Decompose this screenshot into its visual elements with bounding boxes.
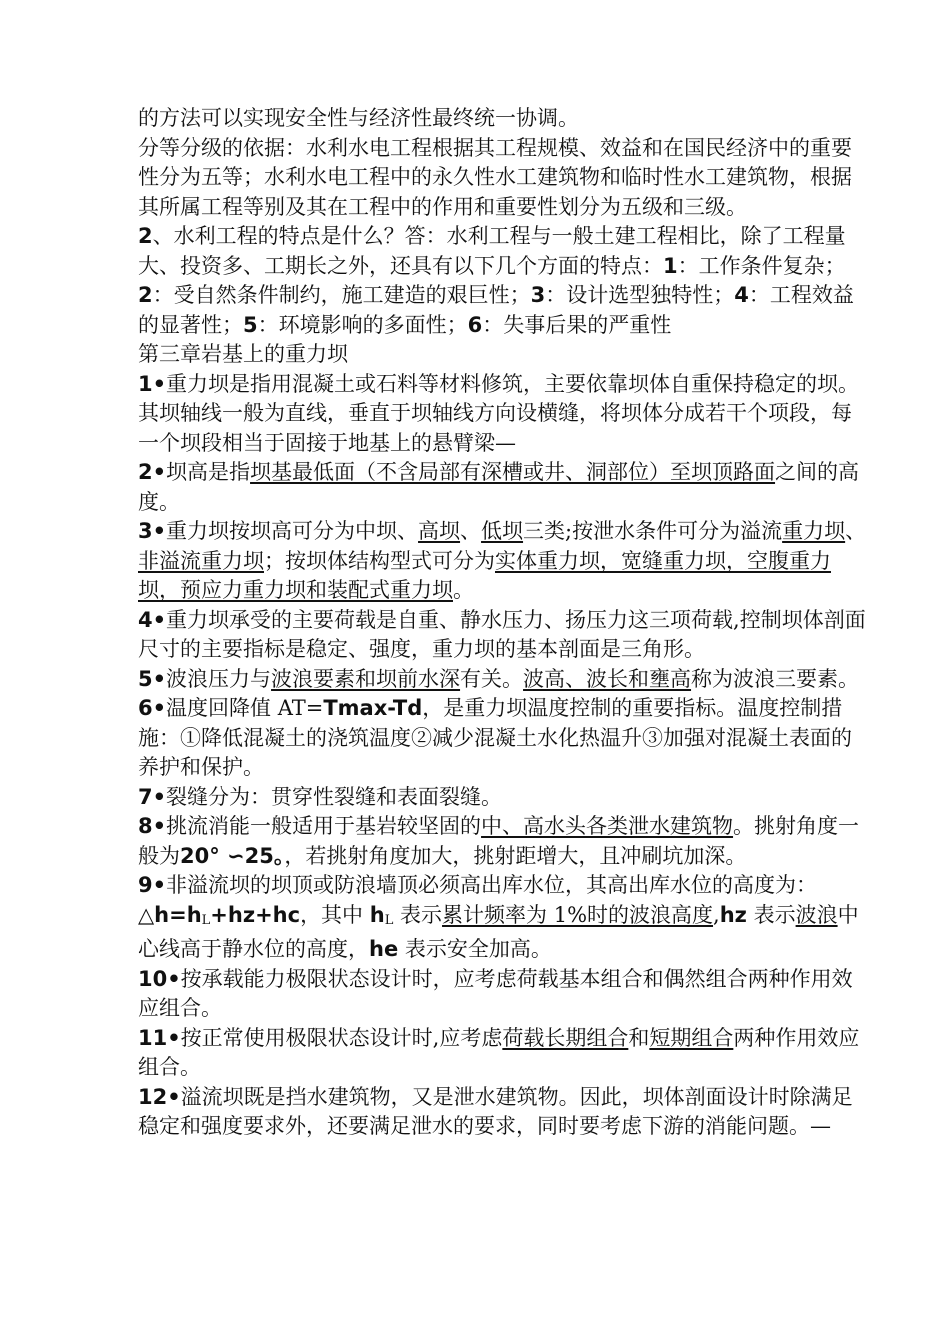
underlined-text: 坝基最低面（不含局部有深槽或井、洞部位）至坝顶路面 [250, 460, 776, 484]
underlined-text: 累计频率为 1%时的波浪高度 [442, 902, 714, 927]
text-segment: 波浪压力与 [166, 666, 272, 691]
text-segment: ，若挑射角度加大，挑射距增大，且冲刷坑加深。 [284, 843, 747, 868]
text-segment: 4• [138, 607, 167, 632]
text-segment: 有关。 [460, 666, 524, 691]
paragraph [138, 694, 868, 783]
paragraph [138, 104, 868, 134]
text-segment: ，其中 [300, 902, 370, 927]
paragraph [138, 222, 868, 340]
text-segment: 1 [663, 253, 678, 278]
text-segment: 三类;按泄水条件可分为溢流 [523, 519, 783, 543]
text-segment: 称为波浪三要素。 [691, 666, 860, 691]
text-segment: ：受自然条件制约，施工建造的艰巨性； [152, 283, 531, 307]
text-segment: 。挑射角度一般为 [138, 814, 860, 868]
underlined-text: 荷载长期组合 [502, 1025, 629, 1050]
underlined-text: 波高、波长和壅高 [523, 666, 692, 691]
paragraph [138, 665, 868, 695]
underlined-text: 波浪 [795, 902, 838, 927]
paragraph [138, 1083, 868, 1142]
text-segment: 3 [530, 283, 546, 307]
underlined-text: 短期组合 [649, 1025, 734, 1050]
text-segment: 重力坝承受的主要荷载是自重、静水压力、扬压力这三项荷载,控制坝体剖面尺寸的主要指标是稳定、强度，重力坝的基本剖面是三角形。 [138, 607, 866, 661]
text-segment: 两种作用效应组合。 [138, 1025, 860, 1079]
text-segment: 表示 [746, 902, 796, 927]
text-segment: 、 [845, 519, 867, 543]
text-segment: 之间的高度。 [138, 460, 860, 514]
text-segment: h=h [154, 902, 202, 927]
text-segment: 和 [628, 1025, 650, 1050]
paragraph [138, 340, 868, 370]
text-segment: ：环境影响的多面性； [257, 312, 468, 337]
text-segment: 中心线高于静水位的高度， [138, 902, 859, 961]
text-segment: 7• [138, 784, 167, 809]
paragraph [138, 812, 868, 871]
underlined-text: 波浪要素和坝前水深 [271, 666, 461, 691]
text-segment: Tmax-Td [323, 696, 423, 720]
text-segment: L [201, 912, 211, 928]
underlined-text: 实体重力坝，宽缝重力坝，空腹重力坝，预应力重力坝和装配式重力坝 [138, 548, 831, 602]
text-segment: 非溢流坝的坝顶或防浪墙顶必须高出库水位，其高出库水位的高度为：△ [138, 873, 818, 927]
text-segment: 溢流坝既是挡水建筑物，又是泄水建筑物。因此，坝体剖面设计时除满足稳定和强度要求外，还要满足泄水的要求，同时要考虑下游的消能问题。— [138, 1084, 853, 1138]
text-segment: 按正常使用极限状态设计时,应考虑 [180, 1025, 503, 1050]
paragraph [138, 1024, 868, 1083]
paragraph [138, 965, 868, 1024]
text-segment: 6 [467, 312, 483, 337]
text-segment: 10• [138, 966, 181, 991]
document-page [138, 104, 868, 1142]
text-segment: 表示 [393, 902, 443, 927]
paragraph [138, 606, 868, 665]
text-segment: 挑流消能一般适用于基岩较坚固的 [166, 814, 482, 838]
text-segment: 分等分级的依据：水利水电工程根据其工程规模、效益和在国民经济中的重要性分为五等；水利水电工程中的永久性水工建筑物和临时性水工建筑物，根据其所属工程等别及其在工程中的作用和重要性划分为五级和三级。 [138, 135, 852, 219]
text-segment: 裂缝分为：贯穿性裂缝和表面裂缝。 [166, 784, 503, 809]
text-segment: 20° ∽25。 [180, 843, 285, 868]
text-segment: 按承载能力极限状态设计时，应考虑荷载基本组合和偶然组合两种作用效应组合。 [138, 966, 853, 1020]
paragraph [138, 134, 868, 223]
text-segment: ；按坝体结构型式可分为 [264, 548, 495, 573]
text-segment: , [713, 902, 720, 927]
paragraph [138, 783, 868, 813]
text-segment: 3• [138, 519, 167, 543]
text-segment: 表示安全加高。 [398, 937, 552, 961]
text-segment: 第三章岩基上的重力坝 [138, 342, 348, 366]
paragraph [138, 458, 868, 517]
text-segment: ：工作条件复杂； [677, 253, 846, 278]
text-segment: L [384, 912, 394, 928]
paragraph [138, 871, 868, 965]
text-segment: 坝高是指 [166, 460, 251, 484]
text-segment: 8• [138, 814, 167, 838]
paragraph [138, 370, 868, 459]
underlined-text: 重力坝 [782, 519, 846, 543]
text-segment: 重力坝是指用混凝土或石料等材料修筑，主要依靠坝体自重保持稳定的坝。其坝轴线一般为直线，垂直于坝轴线方向设横缝，将坝体分成若干个项段，每一个坝段相当于固接于地基上的悬臂梁— [138, 371, 860, 455]
text-segment: 。 [453, 578, 474, 602]
text-segment: 温度回降值 AT= [166, 696, 324, 720]
text-segment: ：设计选型独特性； [545, 283, 735, 307]
text-segment: 2• [138, 460, 167, 484]
text-segment: 2 [138, 283, 153, 307]
underlined-text: 中、高水头各类泄水建筑物 [481, 814, 734, 838]
text-segment: h [369, 902, 385, 927]
text-segment: he [369, 937, 399, 961]
underlined-text: 非溢流重力坝 [138, 548, 264, 573]
text-segment: 1• [138, 371, 167, 396]
underlined-text: 低坝 [481, 519, 524, 543]
text-segment: 5• [138, 666, 167, 691]
text-segment: 2 [138, 224, 153, 248]
text-segment: hz [719, 902, 747, 927]
text-segment: 9• [138, 873, 167, 897]
text-segment: 、 [460, 519, 482, 543]
text-segment: +hz+hc [210, 902, 301, 927]
text-segment: 、水利工程的特点是什么？答：水利工程与一般土建工程相比，除了工程量大、投资多、工期长之外，还具有以下几个方面的特点： [138, 224, 846, 278]
text-segment: ，是重力坝温度控制的重要指标。温度控制措施：①降低混凝土的浇筑温度②减少混凝土水化热温升③加强对混凝土表面的养护和保护。 [138, 696, 852, 779]
text-segment: 11• [138, 1025, 181, 1050]
paragraph [138, 517, 868, 606]
text-segment: 12• [138, 1084, 181, 1109]
text-segment: 6• [138, 696, 167, 720]
text-segment: 4 [734, 283, 749, 307]
text-segment: 5 [243, 312, 258, 337]
underlined-text: 高坝 [418, 519, 461, 543]
text-segment: ：工程效益的显著性； [138, 283, 854, 337]
text-segment: 的方法可以实现安全性与经济性最终统一协调。 [138, 106, 579, 130]
text-segment: 重力坝按坝高可分为中坝、 [166, 519, 419, 543]
text-segment: ：失事后果的严重性 [482, 312, 672, 337]
